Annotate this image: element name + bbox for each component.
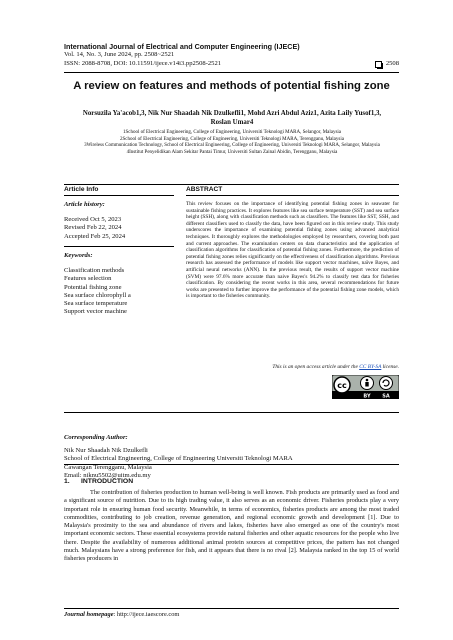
introduction-text: The contribution of fisheries production to human well-being is well known. Fish products are primarily used as food and a significant source of nutrition. Due to its high trading value, it also serves as an economic driver. Fisheries products play a very important role in ensuring human food security. Meanwhile, in terms of economics, fisheries products are among the most traded commodities, contributing to job creation, revenue generation, and regional economic growth and development [1]. Due to Malaysia's proximity to the sea and abundance of rivers and lakes, fisheries have also emerged as one of the country's most important economic sectors. These essential ecosystems provide natural fisheries and other aquatic resources for the people who live there. Despite the availability of numerous additional animal protein sources at competitive prices, the pattern has not changed much. Malaysians have a strong preference for fish, and it appears that there is no rival [2]. Malaysia ranked in the top 15 of world fisheries producers in bbox=[64, 489, 399, 563]
journal-homepage bbox=[64, 611, 179, 618]
history-heading: Article history: bbox=[64, 201, 105, 208]
keyword-item: Features selection bbox=[64, 275, 112, 283]
keyword-item: Potential fishing zone bbox=[64, 283, 122, 291]
corresponding-location: Cawangan Terengganu, Malaysia bbox=[64, 463, 152, 471]
affiliation-4: 4Institut Penyelidikan Alam Sekitar Pantai Timur, Universiti Sultan Zainal Abidin, Terengganu, Malaysia bbox=[126, 149, 338, 155]
corresponding-email[interactable]: Email: niknu5502@uitm.edu.my bbox=[64, 471, 151, 479]
journal-name: International Journal of Electrical and Computer Engineering (IJECE) bbox=[64, 42, 300, 51]
article-info-label: Article Info bbox=[64, 186, 99, 193]
page-number: 2508 bbox=[385, 59, 399, 67]
header-rule bbox=[64, 72, 399, 73]
keyword-item: Support vector machine bbox=[64, 308, 127, 316]
abstract-bottom-rule bbox=[64, 412, 399, 413]
volume-info: Vol. 14, No. 3, June 2024, pp. 2508~2521 bbox=[64, 51, 175, 59]
homepage-label: Journal homepage bbox=[64, 611, 114, 618]
corresponding-name: Nik Nur Shaadah Nik Dzulkefli bbox=[64, 447, 148, 455]
keywords-heading: Keywords: bbox=[64, 252, 93, 259]
cc-sa-label: SA bbox=[382, 393, 390, 399]
issn-doi: ISSN: 2088-8708, DOI: 10.11591/ijece.v14i3.pp2508-2521 bbox=[64, 59, 222, 67]
affiliation-2: 2School of Electrical Engineering, College of Engineering, Universiti Teknologi MARA, Terengganu, Malaysia bbox=[120, 136, 344, 142]
corresponding-affiliation: School of Electrical Engineering, College of Engineering Universiti Teknologi MARA bbox=[64, 455, 293, 463]
journal-header bbox=[64, 43, 399, 68]
homepage-url[interactable]: : http://ijece.iaescore.com bbox=[113, 611, 180, 618]
received-date: Received Oct 5, 2023 bbox=[64, 216, 122, 224]
affiliation-3: 3Wireless Communication Technology, School of Electrical Engineering, College of Engineering, Universiti Teknologi MARA, Selangor, Malaysia bbox=[84, 143, 380, 149]
section-top-rule bbox=[64, 184, 399, 185]
keywords-block bbox=[64, 252, 174, 316]
article-history bbox=[64, 201, 174, 241]
footer-rule bbox=[64, 608, 399, 609]
license-line bbox=[186, 364, 399, 370]
corresponding-heading: Corresponding Author: bbox=[64, 434, 128, 441]
license-prefix: This is an open access article under the bbox=[272, 364, 360, 370]
cc-by-sa-link[interactable]: CC BY-SA bbox=[359, 364, 382, 370]
abstract-rule bbox=[186, 195, 399, 196]
copy-box-icon bbox=[375, 61, 382, 68]
affiliation-1: 1School of Electrical Engineering, College of Engineering, Universiti Teknologi MARA, Selangor, Malaysia bbox=[122, 130, 342, 135]
accepted-date: Accepted Feb 25, 2024 bbox=[64, 232, 126, 240]
sa-icon bbox=[380, 377, 393, 390]
corresponding-bottom-rule bbox=[64, 464, 399, 465]
introduction-heading: 1. INTRODUCTION bbox=[64, 478, 134, 485]
corresponding-author bbox=[64, 434, 399, 480]
cc-by-label: BY bbox=[363, 393, 371, 399]
keywords-rule bbox=[64, 246, 174, 247]
article-info-rule bbox=[64, 195, 174, 196]
abstract-label: ABSTRACT bbox=[186, 186, 223, 193]
author-list: Norsuzila Ya'acob1,3, Nik Nur Shaadah Nik Dzulkefli1, Mohd Azri Abdul Aziz1, Azita Laily Yusof1,3, Roslan Umar4 bbox=[82, 110, 382, 126]
revised-date: Revised Feb 22, 2024 bbox=[64, 224, 122, 232]
abstract-text: This review focuses on the importance of identifying potential fishing zones in seawater for sustainable fishing practices. It explores features like sea surface temperature (SST) and sea surface height (SSH), along with classification methods such as classifiers. The features like SST, SSH, and different classifiers used to classify the data, have been figured out in this review study. This study underscores the importance of examining potential fishing zones using advanced analytical techniques. It thoroughly explores the methodologies employed by researchers, covering both past and current approaches. The examination centers on data characteristics and the application of classification algorithms for classification of potential fishing zones. Furthermore, the prediction of potential fishing zones relies significantly on the effectiveness of classification algorithms. Previous research has assessed the performance of models like support vector machines, naïve Bayes, and artificial neural networks (ANN). In the previous result, the results of support vector machine (SVM) were 97.6% more accurate than naive Bayes's 94.2% to classify test data for fisheries classification. By considering the recent works in this area, several recommendations for future works are presented to further improve the performance of the potential fishing zone models, which is important to the fisheries community. bbox=[186, 201, 399, 300]
paper-title: A review on features and methods of potential fishing zone bbox=[73, 80, 390, 92]
keyword-item: Sea surface temperature bbox=[64, 300, 128, 308]
cc-license-badge[interactable] bbox=[332, 375, 399, 399]
keyword-item: Sea surface chlorophyll a bbox=[64, 291, 131, 299]
keyword-item: Classification methods bbox=[64, 267, 125, 275]
affiliations bbox=[70, 130, 394, 156]
svg-text:cc: cc bbox=[337, 381, 347, 390]
license-suffix: license. bbox=[381, 364, 399, 370]
